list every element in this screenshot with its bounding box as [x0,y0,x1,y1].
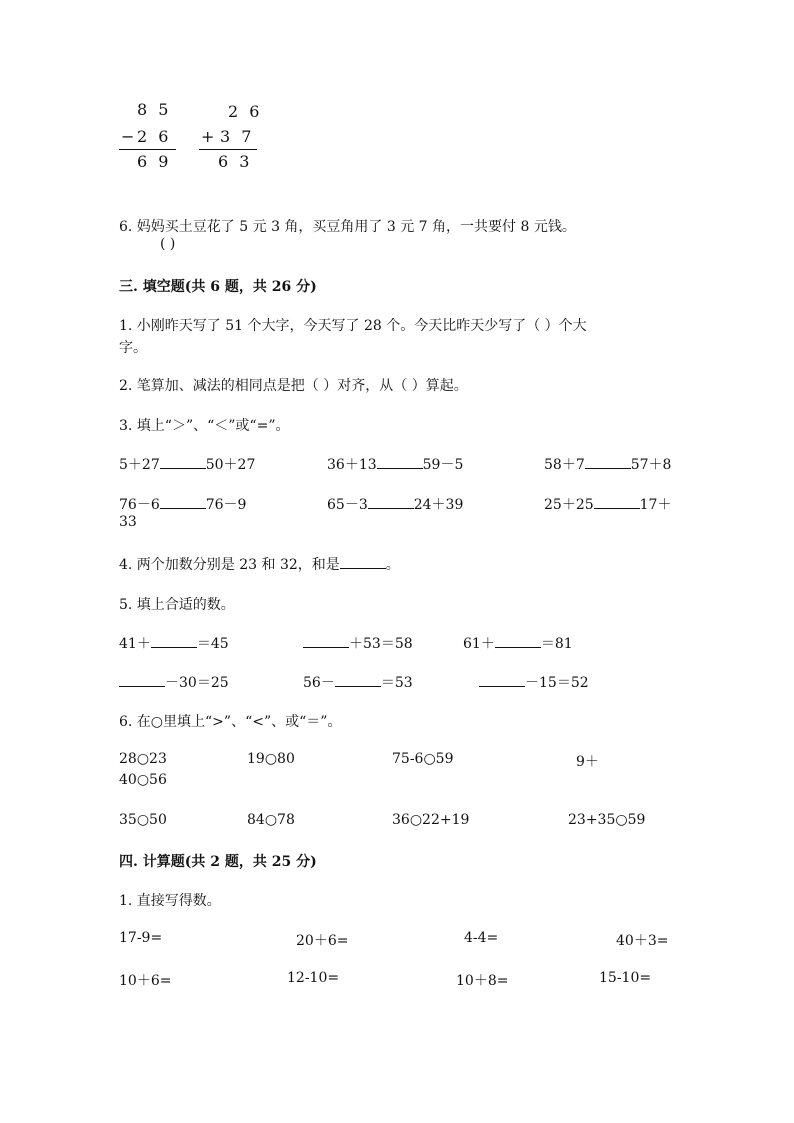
section-3-title: 三. 填空题(共 6 题，共 26 分) [119,279,317,295]
compare-item: 5＋27 50＋27 [119,457,256,473]
circle-compare-item[interactable]: 35○50 [119,812,167,828]
answer-blank[interactable] [119,674,165,687]
vc-a-top: 8 5 [137,100,172,119]
compare-item: 65－3 24＋39 [327,497,464,513]
compare-item: 25＋25 17＋ [544,497,672,513]
fill-item: 61＋ ＝81 [463,636,573,652]
vc-b-operator: + [201,127,215,146]
sec3-q1-line1: 1. 小刚昨天写了 51 个大字，今天写了 28 个。今天比昨天少写了（ ）个大 [119,318,587,334]
answer-blank[interactable] [160,496,206,509]
sec4-q1-title: 1. 直接写得数。 [119,893,221,909]
answer-blank[interactable] [368,496,414,509]
calc-item: 4-4= [464,930,499,946]
sec3-q6-title: 6. 在○里填上“>”、“<”、或“＝”。 [119,714,342,730]
vc-b-top: 2 6 [228,102,263,121]
vc-b-bottom: 6 3 [218,152,253,171]
fill-item: 41＋ ＝45 [119,636,229,652]
circle-compare-item[interactable]: 23+35○59 [568,812,646,828]
fill-item: －15＝52 [479,672,589,692]
vc-b-mid: 3 7 [220,127,255,146]
circle-compare-item[interactable]: 28○23 [119,751,167,767]
calc-item: 20＋6= [296,933,349,949]
fill-item: 56－ ＝53 [303,675,413,691]
answer-blank[interactable] [340,556,386,569]
judge-q6-answer-paren[interactable]: ( ) [160,236,176,252]
answer-blank[interactable] [151,635,197,648]
compare-item: 76－6 76－9 [119,497,247,513]
answer-blank[interactable] [495,635,541,648]
calc-item: 17-9= [119,930,163,946]
calc-item: 10＋8= [456,973,509,989]
answer-blank[interactable] [335,674,381,687]
vc-a-mid: 2 6 [137,127,172,146]
calc-item: 10＋6= [119,973,172,989]
answer-blank[interactable] [160,456,206,469]
judge-q6-text: 6. 妈妈买土豆花了 5 元 3 角，买豆角用了 3 元 7 角，一共要付 8 元钱。 [119,219,576,235]
vc-a-bottom: 6 9 [137,152,172,171]
calc-item: 40＋3= [616,933,669,949]
answer-blank[interactable] [594,496,640,509]
circle-compare-item[interactable]: 19○80 [247,751,295,767]
circle-compare-item[interactable]: 84○78 [247,812,295,828]
answer-blank[interactable] [377,456,423,469]
circle-compare-item-wrap[interactable]: 40○56 [119,772,167,788]
vc-a-rule [119,149,176,150]
fill-item: －30＝25 [119,672,229,692]
answer-blank[interactable] [303,635,349,648]
vc-b-rule [199,149,257,150]
sec3-q5-title: 5. 填上合适的数。 [119,597,235,613]
compare-item: 58＋7 57＋8 [544,457,672,473]
vc-a-operator: − [121,127,135,146]
sec3-q4: 4. 两个加数分别是 23 和 32，和是 。 [119,557,400,573]
section-4-title: 四. 计算题(共 2 题，共 25 分) [119,854,317,870]
circle-compare-item[interactable]: 36○22+19 [392,812,470,828]
calc-item: 12-10= [287,970,340,986]
sec3-q3-title: 3. 填上“＞”、“＜”或“=”。 [119,418,290,434]
compare-item: 36＋13 59－5 [327,457,464,473]
answer-blank[interactable] [479,674,525,687]
calc-item: 15-10= [599,970,652,986]
sec3-q1-line2: 字。 [119,340,147,356]
circle-compare-item[interactable]: 75-6○59 [392,751,454,767]
answer-blank[interactable] [585,456,631,469]
circle-compare-item[interactable]: 9＋ [576,754,599,770]
fill-item: ＋53＝58 [303,633,413,653]
sec3-q2: 2. 笔算加、减法的相同点是把（ ）对齐，从（ ）算起。 [119,378,468,394]
compare-item-wrap: 33 [119,514,137,530]
